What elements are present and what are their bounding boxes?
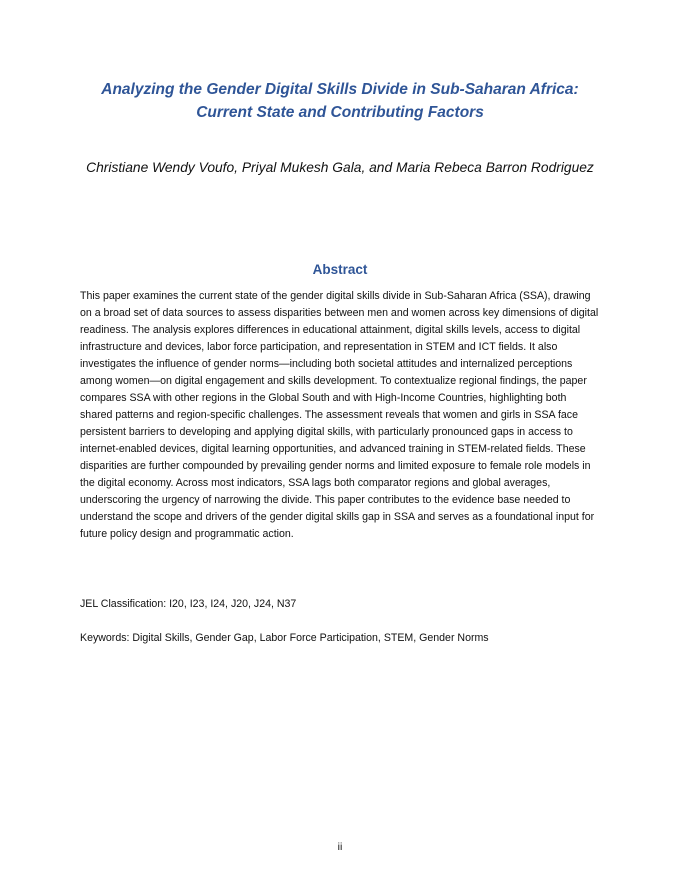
paper-title-line-1: Analyzing the Gender Digital Skills Divide in Sub-Saharan Africa: xyxy=(101,81,579,98)
abstract-body: This paper examines the current state of the gender digital skills divide in Sub-Saharan Africa (SSA), drawing on a broad set of data sources to assess disparities between men and women across key dimensions of digital readiness. The analysis explores differences in educational attainment, digital skills levels, access to digital infrastructure and devices, labor force participation, and representation in STEM and ICT fields. It also investigates the influence of gender norms—including both societal attitudes and internalized perceptions among women—on digital engagement and skills development. To contextualize regional findings, the paper compares SSA with other regions in the Global South and with High-Income Countries, highlighting both shared patterns and region-specific challenges. The assessment reveals that women and girls in SSA face persistent barriers to developing and applying digital skills, with particularly pronounced gaps in access to internet-enabled devices, digital learning opportunities, and advanced training in STEM-related fields. These disparities are further compounded by prevailing gender norms and limited exposure to female role models in the digital economy. Across most indicators, SSA lags both comparator regions and global averages, underscoring the urgency of narrowing the divide. This paper contributes to the evidence base needed to understand the scope and drivers of the gender digital skills gap in SSA and serves as a foundational input for future policy design and programmatic action. xyxy=(80,290,599,540)
page-number: ii xyxy=(337,841,343,853)
author-list: Christiane Wendy Voufo, Priyal Mukesh Gala, and Maria Rebeca Barron Rodriguez xyxy=(86,160,594,175)
jel-classification: JEL Classification: I20, I23, I24, J20, J24, N37 xyxy=(80,598,297,610)
abstract-heading: Abstract xyxy=(312,262,368,277)
paper-title-line-2: Current State and Contributing Factors xyxy=(196,104,484,121)
keywords: Keywords: Digital Skills, Gender Gap, Labor Force Participation, STEM, Gender Norms xyxy=(80,632,489,644)
paper-title xyxy=(60,78,620,124)
